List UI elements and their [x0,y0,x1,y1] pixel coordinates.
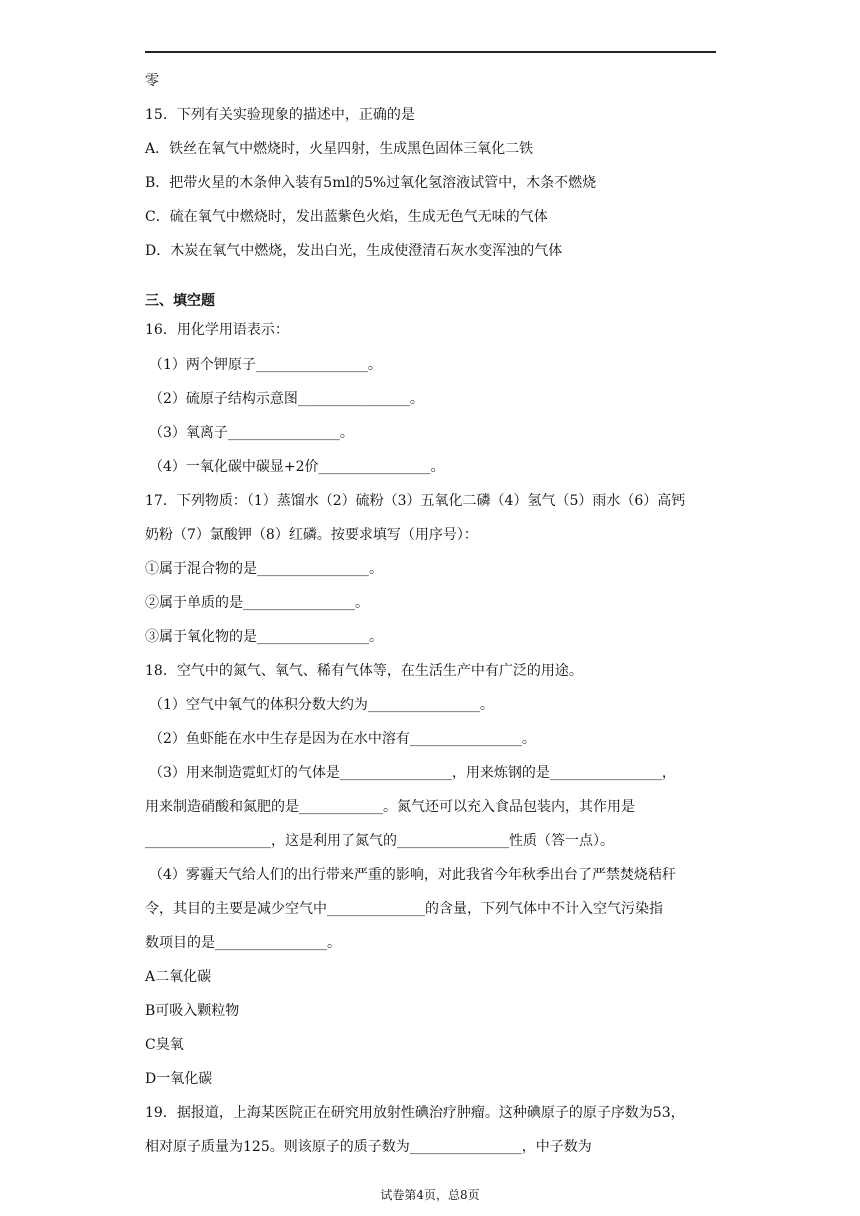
question-16-stem: 16．用化学用语表示： [145,322,289,338]
question-18-stem: 18．空气中的氮气、氧气、稀有气体等，在生活生产中有广泛的用途。 [145,663,583,679]
question-18-part-3-line-3: __________________，这是利用了氮气的________________性质（答一点）。 [145,833,614,849]
question-18-choice-a: A二氧化碳 [145,969,212,985]
question-17-stem-line-2: 奶粉（7）氯酸钾（8）红磷。按要求填写（用序号）： [145,527,478,543]
question-17-part-2: ②属于单质的是________________。 [145,595,369,611]
question-15-option-d: D．木炭在氧气中燃烧，发出白光，生成使澄清石灰水变浑浊的气体 [145,243,563,259]
question-18-part-1: （1）空气中氧气的体积分数大约为________________。 [149,697,494,713]
question-18-part-3-line-2: 用来制造硝酸和氮肥的是____________。氮气还可以充入食品包装内，其作用是 [145,799,635,815]
question-18-choice-c: C臭氧 [145,1037,184,1053]
question-18-part-3-line-1: （3）用来制造霓虹灯的气体是________________，用来炼钢的是________________， [149,765,676,781]
continuation-text: 零 [145,73,159,89]
question-15-stem: 15．下列有关实验现象的描述中，正确的是 [145,107,415,123]
question-18-part-4-line-2: 令，其目的主要是减少空气中______________的含量，下列气体中不计入空气污染指 [145,901,663,917]
question-19-line-2: 相对原子质量为125。则该原子的质子数为________________，中子数为 [145,1139,592,1155]
question-15-option-b: B．把带火星的木条伸入装有5ml的5%过氧化氢溶液试管中，木条不燃烧 [145,175,597,191]
section-heading: 三、填空题 [145,293,215,309]
question-17-part-1: ①属于混合物的是________________。 [145,561,383,577]
question-16-part-1: （1）两个钾原子________________。 [149,357,382,373]
question-16-part-3: （3）氧离子________________。 [149,425,354,441]
question-18-choice-d: D一氧化碳 [145,1071,213,1087]
question-17-stem-line-1: 17．下列物质：（1）蒸馏水（2）硫粉（3）五氧化二磷（4）氢气（5）雨水（6）高钙 [145,493,686,509]
question-15-option-c: C．硫在氧气中燃烧时，发出蓝紫色火焰，生成无色气无味的气体 [145,209,548,225]
question-16-part-4: （4）一氧化碳中碳显+2价________________。 [149,459,445,475]
page-footer: 试卷第4页，总8页 [380,1188,480,1202]
question-18-part-2: （2）鱼虾能在水中生存是因为在水中溶有________________。 [149,731,536,747]
question-17-part-3: ③属于氧化物的是________________。 [145,629,383,645]
question-18-part-4-line-3: 数项目的是________________。 [145,935,341,951]
header-rule [145,51,716,53]
question-16-part-2: （2）硫原子结构示意图________________。 [149,391,424,407]
question-19-line-1: 19．据报道，上海某医院正在研究用放射性碘治疗肿瘤。这种碘原子的原子序数为53， [145,1105,685,1121]
question-18-part-4-line-1: （4）雾霾天气给人们的出行带来严重的影响，对此我省今年秋季出台了严禁焚烧秸秆 [149,867,676,883]
question-15-option-a: A．铁丝在氧气中燃烧时，火星四射，生成黑色固体三氧化二铁 [145,141,534,157]
question-18-choice-b: B可吸入颗粒物 [145,1003,240,1019]
